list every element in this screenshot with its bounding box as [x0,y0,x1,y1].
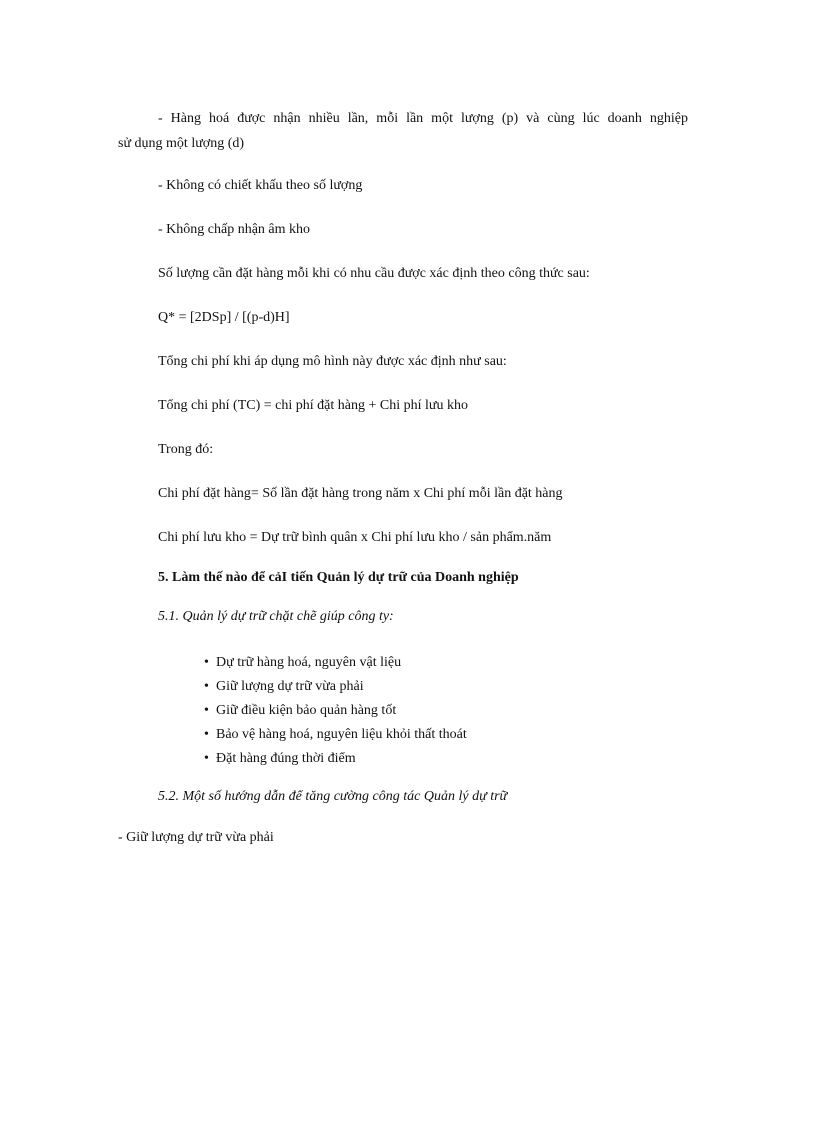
paragraph-line: Tổng chi phí khi áp dụng mô hình này được xác định như sau: [158,354,507,369]
paragraph-line: - Hàng hoá được nhận nhiều lần, mỗi lần một lượng (p) và cùng lúc doanh nghiệp [158,111,688,126]
list-item [204,723,467,747]
bullet-list [204,651,467,771]
bullet-icon: • [204,727,209,742]
bullet-icon: • [204,679,209,694]
list-item [204,675,467,699]
paragraph-line: - Giữ lượng dự trữ vừa phải [118,830,274,845]
list-item-text: Giữ điều kiện bảo quản hàng tốt [216,703,397,718]
list-item [204,651,467,675]
formula-q: Q* = [2DSp] / [(p-d)H] [158,310,290,325]
list-item-text: Đặt hàng đúng thời điểm [216,751,356,766]
section-heading: 5. Làm thế nào để cảI tiến Quản lý dự trữ của Doanh nghiệp [158,570,519,585]
paragraph-line: sử dụng một lượng (d) [118,136,245,151]
list-item-text: Bảo vệ hàng hoá, nguyên liệu khỏi thất thoát [216,727,467,742]
list-item [204,699,467,723]
subsection-heading: 5.2. Một số hướng dẫn để tăng cường công tác Quản lý dự trữ [158,789,508,804]
bullet-icon: • [204,751,209,766]
bullet-icon: • [204,703,209,718]
paragraph-line: - Không chấp nhận âm kho [158,222,311,237]
formula-tc: Tổng chi phí (TC) = chi phí đặt hàng + Chi phí lưu kho [158,398,468,413]
paragraph-line: Số lượng cần đặt hàng mỗi khi có nhu cầu được xác định theo công thức sau: [158,266,590,281]
list-item [204,747,467,771]
paragraph-line: Chi phí đặt hàng= Số lần đặt hàng trong năm x Chi phí mỗi lần đặt hàng [158,486,563,501]
paragraph-line: - Không có chiết khấu theo số lượng [158,178,363,193]
list-item-text: Dự trữ hàng hoá, nguyên vật liệu [216,655,402,670]
paragraph-line: Chi phí lưu kho = Dự trữ bình quân x Chi phí lưu kho / sản phẩm.năm [158,530,552,545]
bullet-icon: • [204,655,209,670]
list-item-text: Giữ lượng dự trữ vừa phải [216,679,364,694]
paragraph-line: Trong đó: [158,442,214,457]
subsection-heading: 5.1. Quản lý dự trữ chặt chẽ giúp công ty: [158,609,394,624]
